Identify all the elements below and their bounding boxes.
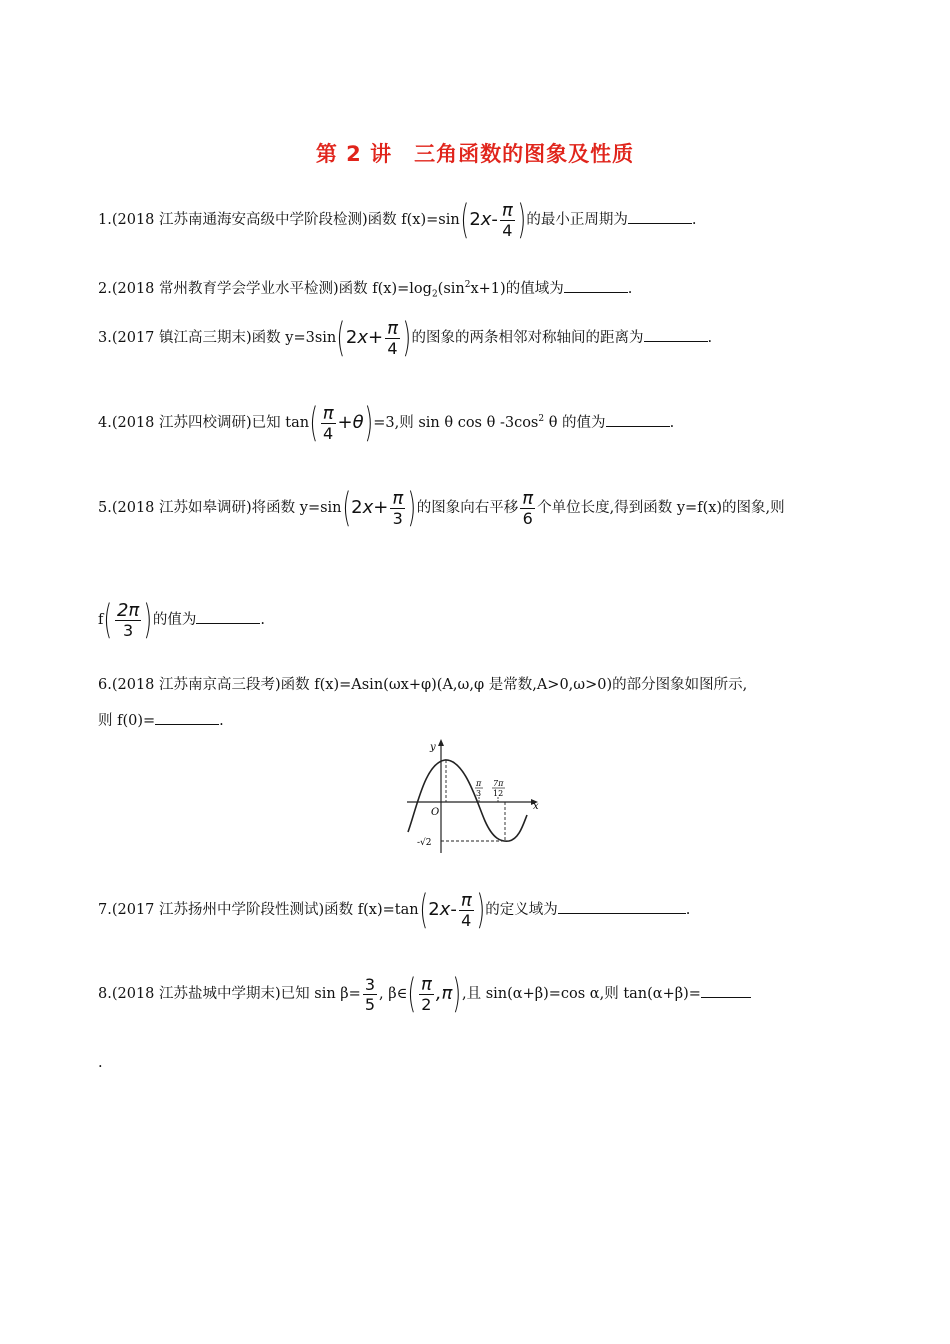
- q7-end: .: [685, 902, 691, 918]
- q4-exp: 2: [538, 414, 545, 425]
- q1-var: x: [480, 209, 492, 230]
- q4-frac-num: π: [322, 402, 334, 424]
- q7-frac-den: 4: [461, 910, 472, 930]
- q2-log-base: 2: [431, 289, 438, 300]
- q6-line2: 则 f(0)=: [98, 713, 156, 729]
- q3-end: .: [707, 330, 713, 346]
- q5b-end: .: [260, 612, 265, 628]
- tick2-den: 12: [493, 789, 504, 798]
- q2-prefix: 2.(2018 常州教育学会学业水平检测)函数 f(x)=log: [98, 280, 432, 297]
- q5-fraction: [390, 489, 405, 528]
- q1-frac-num: π: [501, 199, 513, 221]
- q1-end: .: [691, 212, 697, 228]
- answer-blank-5[interactable]: [196, 609, 260, 624]
- question-2: [98, 274, 632, 306]
- q4-theta: θ: [352, 412, 364, 433]
- q2-rest: x+1)的值域为: [470, 280, 564, 297]
- origin-label: O: [431, 807, 440, 818]
- sine-curve: [408, 760, 527, 841]
- q5b-fraction: [115, 601, 141, 640]
- q7-frac-num: π: [460, 889, 472, 911]
- q2-end: .: [627, 280, 633, 297]
- question-8: [98, 971, 751, 1017]
- q1-frac-den: 4: [502, 220, 513, 240]
- y-axis-label: y: [430, 742, 436, 753]
- q1-prefix: 1.(2018 江苏南通海安高级中学阶段检测)函数 f(x)=sin: [98, 212, 460, 228]
- answer-blank-8[interactable]: [701, 983, 751, 998]
- q7-fraction: [459, 891, 474, 930]
- q7-suffix: 的定义域为: [485, 902, 558, 918]
- question-6: [98, 674, 747, 732]
- q5-shift-fraction: [520, 489, 535, 528]
- answer-blank-2[interactable]: [564, 278, 628, 293]
- answer-blank-4[interactable]: [606, 412, 670, 427]
- question-8-end: .: [98, 1055, 103, 1071]
- q5b-frac-den: 3: [123, 620, 134, 640]
- q5b-math: ( $\frac{2\pi}{3}$ ): [103, 597, 153, 643]
- q8-suffix: ,且 sin(α+β)=cos α,则 tan(α+β)=: [461, 986, 701, 1002]
- q7-var: x: [439, 899, 451, 920]
- q3-prefix: 3.(2017 镇江高三期末)函数 y=3sin: [98, 330, 337, 346]
- question-7: [98, 887, 691, 933]
- page-title: 第 2 讲 三角函数的图象及性质: [315, 142, 635, 166]
- q5b-prefix: f: [98, 612, 104, 628]
- question-1: [98, 197, 697, 243]
- q1-coef: 2: [469, 209, 481, 230]
- q4-op: +: [337, 412, 353, 433]
- q3-op: +: [367, 327, 384, 348]
- q8-interval-fraction: [419, 975, 434, 1014]
- q1-op: -: [491, 209, 498, 230]
- q5-coef: 2: [351, 497, 363, 518]
- q3-var: x: [357, 327, 368, 348]
- q4-suffix2: θ 的值为: [544, 415, 606, 431]
- q5-math: ( 2 x + $\frac{\pi}{3}$ ): [342, 485, 417, 531]
- q5b-suffix: 的值为: [152, 612, 197, 628]
- tick1-num: π: [476, 779, 482, 788]
- q1-math: ( 2 x - $\frac{\pi}{4}$ ): [460, 197, 526, 243]
- q5-frac-den: 3: [392, 508, 403, 528]
- answer-blank-1[interactable]: [628, 209, 692, 224]
- x-axis-label: x: [533, 801, 539, 812]
- q5-shift: [518, 489, 537, 528]
- q1-fraction: [500, 201, 515, 240]
- q4-frac-den: 4: [323, 423, 334, 443]
- q5-frac-num: π: [392, 487, 404, 509]
- q8-interval: ( $\frac{\pi}{2}$ ,π ): [407, 971, 462, 1017]
- q3-fraction: [385, 319, 400, 358]
- tick1-den: 3: [476, 789, 482, 798]
- q8-mid: , β∈: [379, 986, 408, 1002]
- q5b-frac-num: 2π: [116, 599, 140, 621]
- q7-coef: 2: [428, 899, 440, 920]
- q1-suffix: 的最小正周期为: [526, 212, 628, 228]
- q3-coef: 2: [345, 327, 358, 348]
- q8-int-den: 2: [421, 994, 432, 1014]
- q4-prefix: 4.(2018 江苏四校调研)已知 tan: [98, 415, 310, 431]
- q5-mid: 的图象向右平移: [416, 500, 519, 516]
- min-value-label: -√2: [417, 838, 432, 848]
- question-5-continued: [98, 597, 265, 643]
- q8-frac-num: 3: [364, 974, 376, 994]
- answer-blank-7[interactable]: [558, 899, 686, 914]
- q2-exp: 2: [464, 280, 471, 290]
- question-3: [98, 315, 713, 361]
- q8-prefix: 8.(2018 江苏盐城中学期末)已知 sin β=: [98, 986, 361, 1002]
- q5-prefix: 5.(2018 江苏如皋调研)将函数 y=sin: [98, 500, 342, 516]
- q6-line1: 6.(2018 江苏南京高三段考)函数 f(x)=Asin(ωx+φ)(A,ω,φ 是常数,A>0,ω>0)的部分图象如图所示,: [98, 677, 748, 693]
- q5-shift-num: π: [522, 487, 534, 509]
- q7-op: -: [450, 899, 457, 920]
- q8-fraction: [363, 975, 377, 1014]
- q3-frac-den: 4: [387, 338, 398, 358]
- question-4: [98, 400, 675, 446]
- q4-math: ( $\frac{\pi}{4}$ + θ ): [309, 400, 373, 446]
- q3-math: ( 2 x + $\frac{\pi}{4}$ ): [336, 315, 412, 361]
- q2-mid: (sin: [437, 280, 465, 297]
- question-5: [98, 485, 785, 531]
- q5-suffix: 个单位长度,得到函数 y=f(x)的图象,则: [537, 500, 785, 516]
- q6-end: .: [219, 713, 224, 729]
- q8-frac-den: 5: [364, 994, 376, 1014]
- tick2-num: 7π: [493, 779, 504, 788]
- answer-blank-3[interactable]: [644, 327, 708, 342]
- q4-fraction: [321, 404, 336, 443]
- q3-suffix: 的图象的两条相邻对称轴间的距离为: [411, 330, 644, 346]
- q7-math: ( 2 x - $\frac{\pi}{4}$ ): [419, 887, 485, 933]
- q5-shift-den: 6: [522, 508, 533, 528]
- q4-end: .: [669, 415, 675, 431]
- q4-suffix: =3,则 sin θ cos θ -3cos: [373, 415, 539, 431]
- sine-graph-figure: [405, 735, 550, 855]
- q5-op: +: [373, 497, 389, 518]
- q3-frac-num: π: [387, 317, 398, 339]
- q5-var: x: [362, 497, 374, 518]
- q8-sin-value: [361, 975, 379, 1014]
- q8-int-num: π: [420, 973, 432, 995]
- answer-blank-6[interactable]: [155, 710, 219, 725]
- y-axis-arrow-icon: [438, 739, 444, 746]
- q7-prefix: 7.(2017 江苏扬州中学阶段性测试)函数 f(x)=tan: [98, 902, 419, 918]
- q8-int-rest: ,π: [435, 983, 453, 1004]
